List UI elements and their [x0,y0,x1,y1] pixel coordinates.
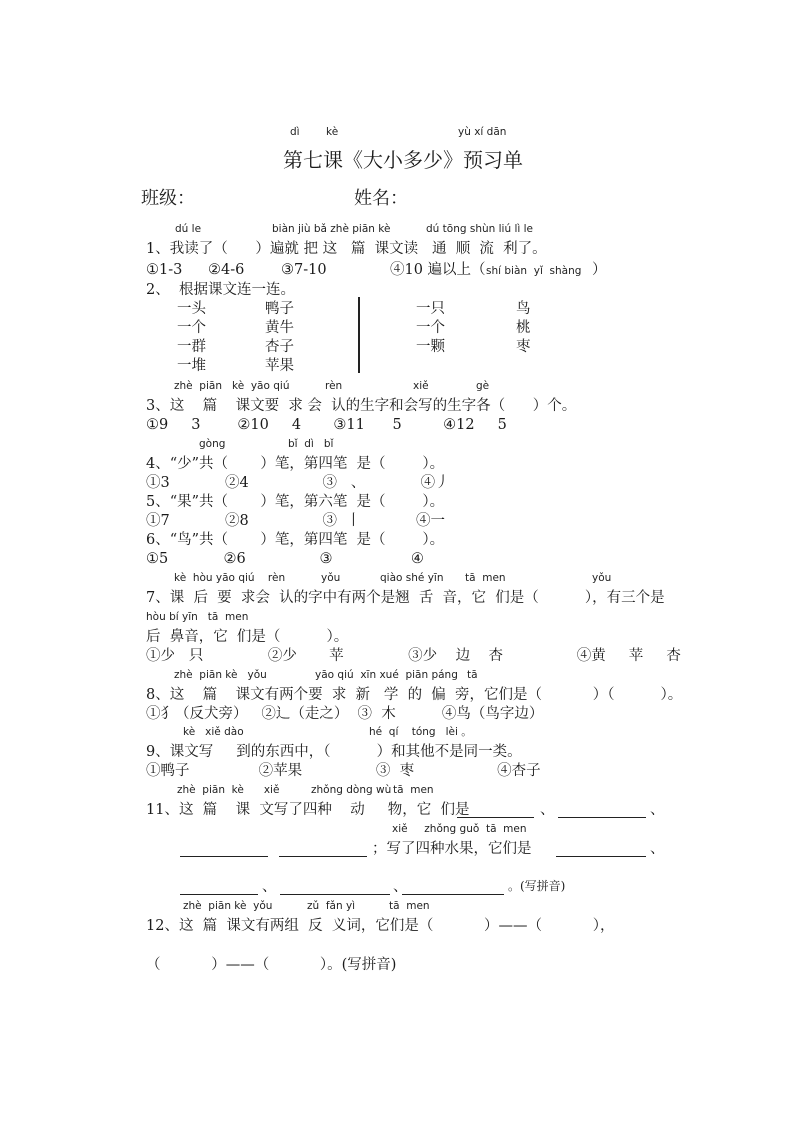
class-label: 班级： [141,188,195,209]
q11-sep-4: 、 [262,879,277,895]
q2-text: 2、 根据课文连一连。 [146,282,295,298]
q2-right-a-1: 一只 [416,301,445,317]
q7-pinyin-4: tā men [465,572,506,584]
q9-options: ①鸭子 ②苹果 ③ 枣 ④杏子 [146,763,541,779]
q2-left-b-2: 黄牛 [265,320,294,336]
q11-text: 11、这 篇 课 文写了四种 动 物，它 们是 [146,802,470,818]
q11-pinyin-3: tā men [393,784,434,796]
q1-option-4: ④10 遍以上（ [390,262,486,278]
q2-right-b-1: 鸟 [516,301,531,317]
q1-text: 1、我读了（ ）遍就 把 这 篇 课文读 通 顺 流 利了。 [146,241,547,257]
q3-pinyin-3: xiě [413,380,429,392]
q4-options: ①3 ②4 ③ 、 ④丿 [146,475,450,491]
q7-options: ①少 只 ②少 苹 ③少 边 杏 ④黄 苹 杏 [146,648,681,664]
q2-right-a-2: 一个 [416,320,445,336]
q9-text: 9、课文写 到的东西中，（ ）和其他不是同一类。 [146,744,522,760]
q2-left-a-3: 一群 [177,339,206,355]
q8-pinyin-1: zhè piān kè yǒu [174,669,267,681]
q11-fruit-blank-3[interactable] [280,894,390,895]
q12-pinyin-2: zǔ fǎn yì [307,900,356,912]
title-pinyin-di: dì [290,126,300,138]
q3-options: ①9 3 ②10 4 ③11 5 ④12 5 [146,417,507,433]
q4-pinyin-1: gòng [199,438,226,450]
q11-animal-blank-4[interactable] [279,856,367,857]
q8-pinyin-2: yāo qiú xīn xué piān páng [315,669,458,681]
q12-line-2: （ ）——（ ）。(写拼音) [146,957,397,973]
q7-text: 7、课 后 要 求会 认的字中有两个是翘 舌 音，它 们是（ ），有三个是 [146,590,665,606]
page-title: 第七课《大小多少》预习单 [283,148,523,172]
q2-left-a-4: 一堆 [177,358,206,374]
q9-pinyin-1: kè xiě dào [183,726,244,738]
title-pinyin-ke: kè [326,126,339,138]
q2-left-b-4: 苹果 [265,358,294,374]
q6-options: ①5 ②6 ③ ④ [146,551,424,567]
q11-sep-2: 、 [650,802,665,818]
q3-text: 3、这 篇 课文要 求 会 认的生字和会写的生字各（ ）个。 [146,398,577,414]
q1-option-1: ①1-3 [146,262,183,278]
q4-pinyin-2: bǐ dì bǐ [288,438,334,450]
q2-left-b-1: 鸭子 [265,301,294,317]
q11-fruit-blank-1[interactable] [556,856,646,857]
q7-pinyin-1: kè hòu yāo qiú rèn [174,572,286,584]
name-label: 姓名： [354,188,408,209]
q1-option-4-end: ） [592,262,607,278]
q11-fruit-blank-2[interactable] [180,894,258,895]
q7-pinyin-5: yǒu [592,572,612,584]
q11-animal-blank-2[interactable] [558,817,646,818]
q11-animal-blank-1[interactable] [457,817,534,818]
q7-pinyin-6: hòu bí yīn tā men [146,611,249,623]
q3-pinyin-2: rèn [325,380,343,392]
q11-sep-3: 、 [650,841,665,857]
q2-left-b-3: 杏子 [265,339,294,355]
q11-pinyin-2: zhǒng dòng wù [311,784,392,796]
q1-option-4-pinyin: shí biàn yǐ shàng [486,265,582,277]
q6-text: 6、“鸟”共（ ）笔，第四笔 是（ ）。 [146,532,445,548]
q5-options: ①7 ②8 ③ 丨 ④一 [146,513,446,529]
q5-text: 5、“果”共（ ）笔，第六笔 是（ ）。 [146,494,445,510]
q1-option-3: ③7-10 [281,262,327,278]
title-pinyin-yuxidan: yù xí dān [458,126,507,138]
q2-right-a-3: 一颗 [416,339,445,355]
q11-mid-text: ；写了四种水果，它们是 [372,841,532,857]
q2-right-b-2: 桃 [516,320,531,336]
q7-pinyin-2: yǒu [321,572,341,584]
q12-text: 12、这 篇 课文有两组 反 义词，它们是（ ）——（ ）， [146,918,615,934]
q2-divider [358,297,360,373]
q4-text: 4、“少”共（ ）笔，第四笔 是（ ）。 [146,456,445,472]
q11-end-text: 。(写拼音) [508,879,566,893]
q11-pinyin-4: xiě zhǒng guǒ tā men [392,823,527,835]
q8-text: 8、这 篇 课文有两个要 求 新 学 的 偏 旁，它们是（ ）（ ）。 [146,687,683,703]
q2-right-b-3: 枣 [516,339,531,355]
q3-pinyin-1: zhè piān kè yāo qiú [174,380,290,392]
q11-animal-blank-3[interactable] [180,856,268,857]
q11-sep-5: 、 [393,879,408,895]
q1-option-2: ②4-6 [208,262,245,278]
q1-pinyin-a: dú le [175,223,202,235]
q1-pinyin-b: biàn jiù bǎ zhè piān kè [272,223,391,235]
q2-left-a-2: 一个 [177,320,206,336]
q9-pinyin-2: hé qí tóng lèi 。 [369,726,472,738]
q7-text-2: 后 鼻音，它 们是（ ）。 [146,629,349,645]
q8-pinyin-3: tā [467,669,478,681]
q11-pinyin-1: zhè piān kè xiě [177,784,280,796]
q12-pinyin-1: zhè piān kè yǒu [183,900,273,912]
q12-pinyin-3: tā men [389,900,430,912]
q1-pinyin-c: dú tōng shùn liú lì le [426,223,534,235]
q11-sep-1: 、 [540,802,555,818]
q8-options: ①犭（反犬旁） ②辶（走之） ③ 木 ④鸟（鸟字边） [146,706,544,722]
q3-pinyin-4: gè [476,380,490,392]
q11-fruit-blank-4[interactable] [402,894,504,895]
q7-pinyin-3: qiào shé yīn [380,572,444,584]
q2-left-a-1: 一头 [177,301,206,317]
